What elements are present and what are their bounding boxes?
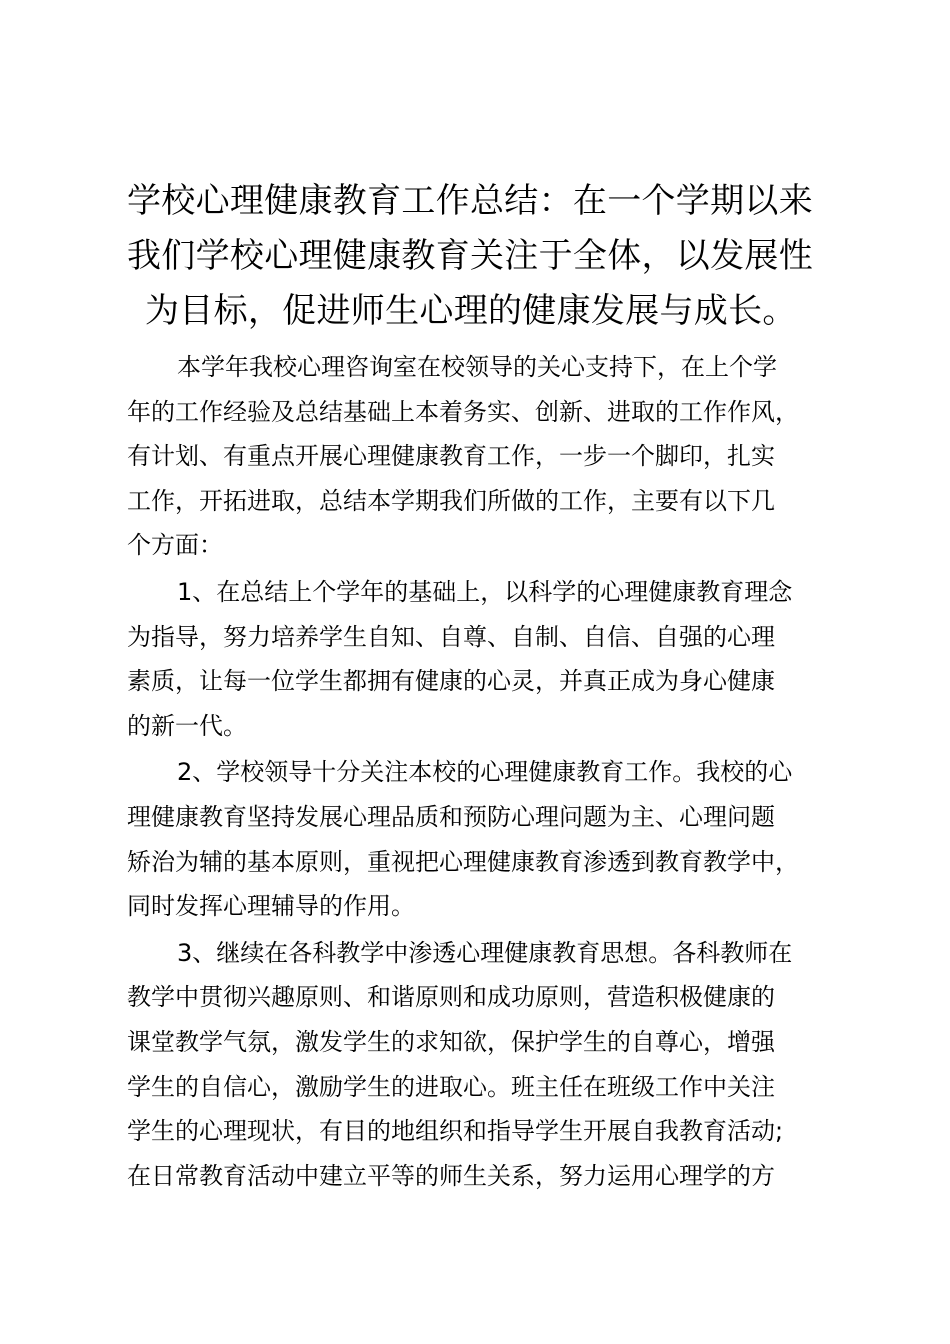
- text-line: 1、在总结上个学年的基础上，以科学的心理健康教育理念: [177, 577, 793, 606]
- title-line: 为目标，促进师生心理的健康发展与成长。: [145, 291, 797, 331]
- title-line: 学校心理健康教育工作总结：在一个学期以来: [127, 181, 813, 221]
- paragraph-item-1: [127, 570, 832, 748]
- text-line: 本学年我校心理咨询室在校领导的关心支持下，在上个学: [177, 353, 777, 381]
- text-line: 工作，开拓进取，总结本学期我们所做的工作，主要有以下几: [127, 486, 775, 515]
- text-line: 矫治为辅的基本原则，重视把心理健康教育渗透到教育教学中，: [127, 847, 799, 876]
- text-line: 3、继续在各科教学中渗透心理健康教育思想。各科教师在: [177, 938, 793, 967]
- paragraph-intro: [127, 345, 832, 568]
- text-line: 2、学校领导十分关注本校的心理健康教育工作。我校的心: [177, 758, 793, 787]
- text-line: 课堂教学气氛，激发学生的求知欲，保护学生的自尊心，增强: [127, 1027, 775, 1056]
- text-line: 个方面：: [127, 531, 223, 560]
- text-line: 年的工作经验及总结基础上本着务实、创新、进取的工作作风，: [127, 397, 799, 426]
- text-line: 素质，让每一位学生都拥有健康的心灵，并真正成为身心健康: [127, 667, 775, 696]
- text-line: 有计划、有重点开展心理健康教育工作，一步一个脚印，扎实: [127, 442, 775, 471]
- document-body: [127, 345, 832, 1198]
- paragraph-item-2: [127, 750, 832, 928]
- document-title: [127, 174, 832, 339]
- paragraph-item-3: [127, 931, 832, 1199]
- title-line: 我们学校心理健康教育关注于全体，以发展性: [127, 236, 813, 276]
- text-line: 教学中贯彻兴趣原则、和谐原则和成功原则，营造积极健康的: [127, 983, 775, 1012]
- text-line: 为指导，努力培养学生自知、自尊、自制、自信、自强的心理: [127, 622, 775, 651]
- text-line: 学生的自信心，激励学生的进取心。班主任在班级工作中关注: [127, 1072, 775, 1101]
- text-line: 学生的心理现状，有目的地组织和指导学生开展自我教育活动;: [127, 1117, 784, 1146]
- text-line: 理健康教育坚持发展心理品质和预防心理问题为主、心理问题: [127, 802, 775, 831]
- text-line: 在日常教育活动中建立平等的师生关系，努力运用心理学的方: [127, 1161, 775, 1190]
- text-line: 同时发挥心理辅导的作用。: [127, 892, 415, 921]
- document-page: [127, 174, 832, 1200]
- text-line: 的新一代。: [127, 711, 247, 740]
